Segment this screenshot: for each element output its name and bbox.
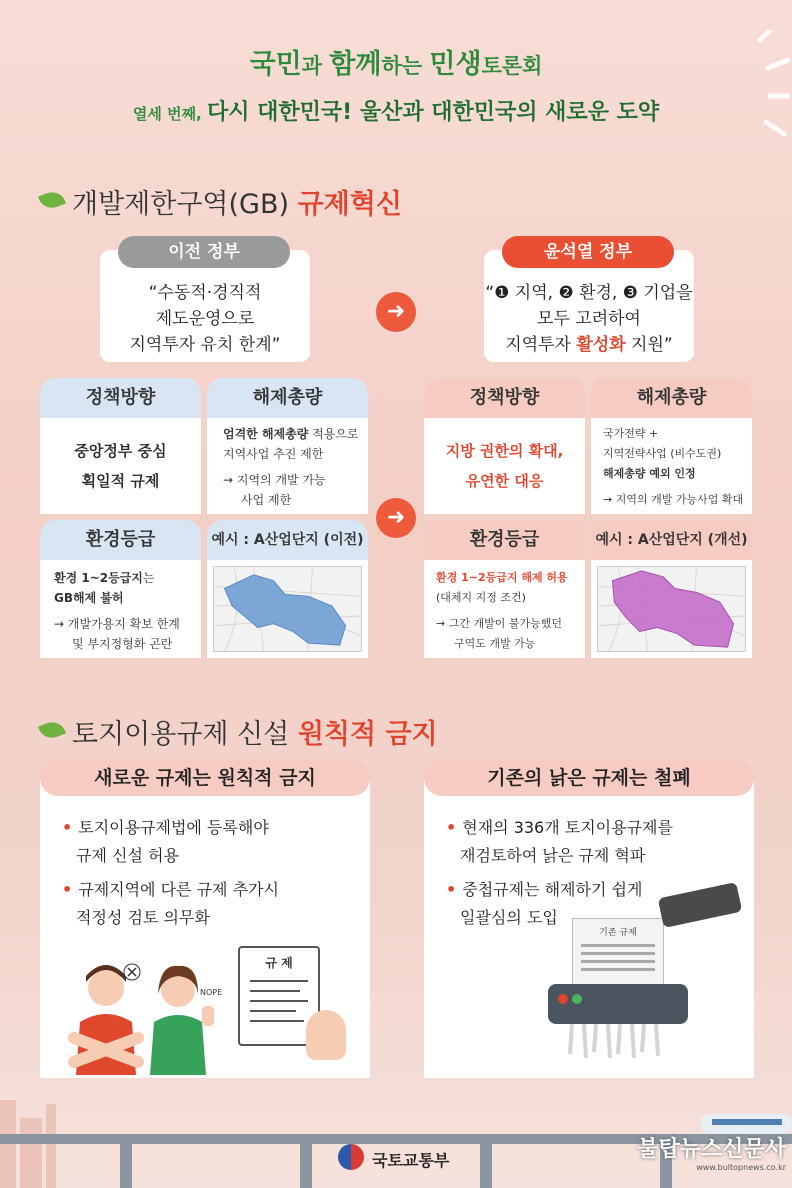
watermark-logo bbox=[596, 1132, 786, 1178]
left-example-head: 예시 : A산업단지 (이전) bbox=[207, 520, 368, 560]
main-title: 국민과 함께하는 민생토론회 bbox=[249, 49, 543, 80]
leaf-icon-2 bbox=[38, 718, 66, 741]
main-subtitle: 열세 번째, 다시 대한민국! 울산과 대한민국의 새로운 도약 bbox=[132, 100, 660, 125]
left-amount-body: 엄격한 해제총량 적용으로 지역사업 추진 제한 → 지역의 개발 가능 사업 제한 bbox=[207, 418, 368, 514]
right-bullet-2: • 중첩규제는 해제하기 쉽게 일괄심의 도입 bbox=[446, 880, 643, 927]
leaf-icon bbox=[38, 188, 66, 211]
right-policy-body: 지방 권한의 확대, 유연한 대응 bbox=[424, 418, 585, 514]
paper-title: 기존 규제 bbox=[599, 928, 637, 938]
map-before-image bbox=[213, 566, 362, 652]
left-policy-body: 중앙정부 중심 획일적 규제 bbox=[40, 418, 201, 514]
right-env-head: 환경등급 bbox=[424, 520, 585, 560]
right-amount-body: 국가전략 + 지역전략사업 (비수도권) 해제총량 예외 인정 → 지역의 개발 가능사업 확대 bbox=[591, 418, 752, 514]
arrow-right-icon-2: ➜ bbox=[376, 498, 416, 538]
arrow-right-icon: ➜ bbox=[376, 292, 416, 332]
watermark-url: www.bultopnews.co.kr bbox=[696, 1163, 786, 1172]
right-example-body bbox=[591, 560, 752, 658]
prev-gov-quote: “수동적·경직적 제도운영으로 지역투자 유치 한계” bbox=[129, 283, 281, 355]
new-gov-label: 윤석열 정부 bbox=[502, 236, 674, 268]
left-env-head: 환경등급 bbox=[40, 520, 201, 560]
right-example-head: 예시 : A산업단지 (개선) bbox=[591, 520, 752, 560]
new-gov-quote: “❶ 지역, ❷ 환경, ❸ 기업을 모두 고려하여 지역투자 활성화 지원” bbox=[485, 283, 693, 355]
prev-gov-label: 이전 정부 bbox=[118, 236, 290, 268]
right-panel-head: 기존의 낡은 규제는 철폐 bbox=[424, 760, 754, 796]
document-title: 규 제 bbox=[265, 956, 293, 970]
nope-label: NOPE bbox=[200, 988, 223, 997]
people-refusing-illustration bbox=[56, 950, 226, 1075]
old-regulation-paper bbox=[572, 918, 664, 994]
left-bullet-2: • 규제지역에 다른 규제 추가시 적정성 검토 의무화 bbox=[62, 880, 279, 927]
section2-title: 토지이용규제 신설 원칙적 금지 bbox=[72, 719, 438, 750]
watermark-text: 불탑뉴스신문사 bbox=[637, 1137, 786, 1162]
left-env-body: 환경 1~2등급지는 GB해제 불허 → 개발가용지 확보 한계 및 부지정형화 곤란 bbox=[40, 560, 201, 658]
ministry-logo-icon bbox=[338, 1144, 364, 1170]
left-policy-head: 정책방향 bbox=[40, 378, 201, 418]
right-amount-head: 해제총량 bbox=[591, 378, 752, 418]
hand-icon bbox=[306, 1010, 346, 1060]
shredded-strips bbox=[566, 1024, 670, 1060]
paper-shredder-icon bbox=[548, 984, 688, 1024]
right-policy-head: 정책방향 bbox=[424, 378, 585, 418]
ministry-name: 국토교통부 bbox=[372, 1151, 450, 1170]
left-panel-head: 새로운 규제는 원칙적 금지 bbox=[40, 760, 370, 796]
left-bullet-1: • 토지이용규제법에 등록해야 규제 신설 허용 bbox=[62, 818, 269, 865]
section1-title: 개발제한구역(GB) 규제혁신 bbox=[72, 189, 402, 220]
map-after-image bbox=[597, 566, 746, 652]
right-env-body: 환경 1~2등급지 해제 허용 (대체지 지정 조건) → 그간 개발이 불가능했던 구역도 개발 가능 bbox=[424, 560, 585, 658]
right-bullet-1: • 현재의 336개 토지이용규제를 재검토하여 낡은 규제 혁파 bbox=[446, 818, 673, 865]
left-example-body bbox=[207, 560, 368, 658]
left-amount-head: 해제총량 bbox=[207, 378, 368, 418]
